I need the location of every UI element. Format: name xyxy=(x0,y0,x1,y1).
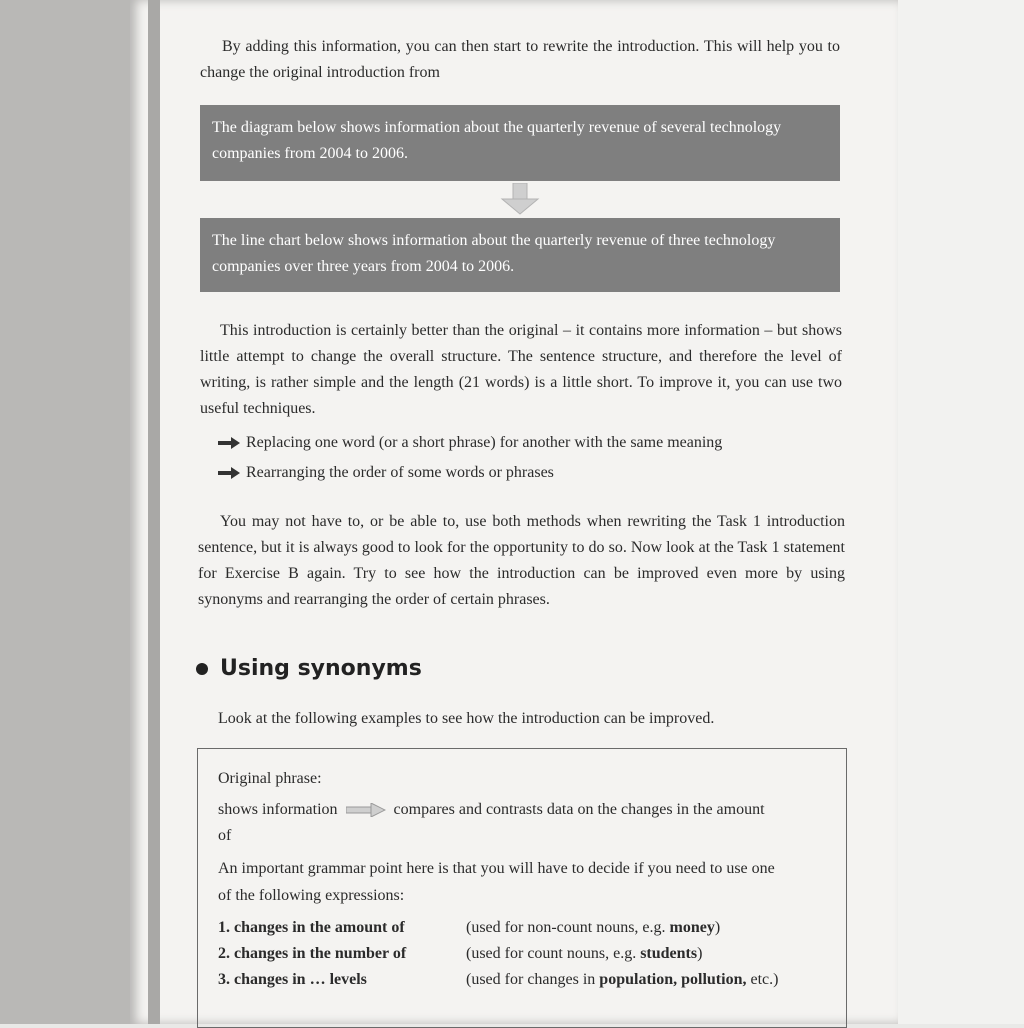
expression-row xyxy=(218,941,702,967)
intro-paragraph: By adding this information, you can then start to rewrite the introduction. This will help you to change the original introduction from xyxy=(200,38,840,81)
example-phrase-row xyxy=(218,797,830,823)
methods-paragraph: You may not have to, or be able to, use both methods when rewriting the Task 1 introduction sentence, but it is always good to look for the opportunity to do so. Now look at the Task 1 statement for Exercise B again. Try to see how the introduction can be improved even more by using synonyms and rearranging the order of certain phrases. xyxy=(198,513,845,608)
original-phrase: shows information xyxy=(218,801,338,818)
list-item: Rearranging the order of some words or phrases xyxy=(218,460,838,486)
bullet-dot-icon xyxy=(196,663,208,675)
section-intro: Look at the following examples to see how the introduction can be improved. xyxy=(218,710,715,727)
book-spine xyxy=(148,0,160,1024)
section-heading: Using synonyms xyxy=(196,656,422,681)
improved-introduction-box: The line chart below shows information about the quarterly revenue of three technology companies over three years from 2004 to 2006. xyxy=(200,218,840,292)
technique-list xyxy=(218,430,838,486)
replacement-phrase: compares and contrasts data on the changes in the amount xyxy=(393,801,765,818)
grammar-note-line-2: of the following expressions: xyxy=(218,887,405,904)
expression-term: 2. changes in the number of xyxy=(218,945,407,962)
background-right xyxy=(896,0,1024,1024)
expression-use: (used for count nouns, e.g. students) xyxy=(466,945,703,962)
expression-row xyxy=(218,967,778,993)
expression-use: (used for non-count nouns, e.g. money) xyxy=(466,919,721,936)
arrow-down-icon xyxy=(500,183,540,215)
grammar-note-line-1: An important grammar point here is that you will have to decide if you need to use one xyxy=(218,860,775,877)
example-label: Original phrase: xyxy=(218,770,322,787)
expression-row xyxy=(218,915,720,941)
expression-use: (used for changes in population, pollution, etc.) xyxy=(466,971,779,988)
explanation-paragraph: This introduction is certainly better than the original – it contains more information – but shows little attempt to change the overall structure. The sentence structure, and therefore the level of writing, is rather simple and the length (21 words) is a little short. To improve it, you can use two useful techniques. xyxy=(200,322,842,417)
original-introduction-box: The diagram below shows information about the quarterly revenue of several technology companies from 2004 to 2006. xyxy=(200,105,840,181)
arrow-right-icon xyxy=(346,803,386,817)
arrow-right-icon xyxy=(218,437,240,449)
background-left xyxy=(0,0,130,1024)
replacement-phrase-cont: of xyxy=(218,827,232,844)
list-item: Replacing one word (or a short phrase) for another with the same meaning xyxy=(218,430,838,456)
arrow-right-icon xyxy=(218,467,240,479)
expression-term: 3. changes in … levels xyxy=(218,971,367,988)
expression-term: 1. changes in the amount of xyxy=(218,919,405,936)
